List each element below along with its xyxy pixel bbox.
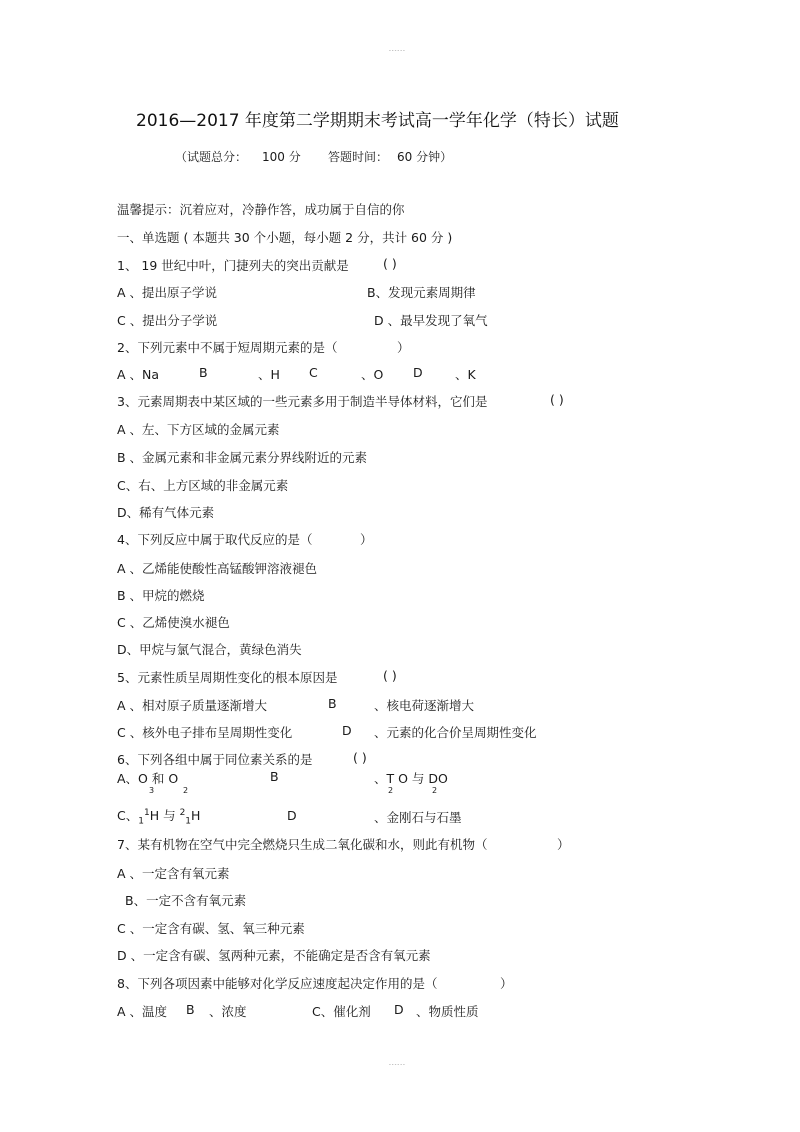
q5-option-d: 、元素的化合价呈周期性变化: [374, 725, 537, 740]
q2-option-b-letter: B: [199, 365, 208, 380]
q6-option-c-hydrogen-2: H: [191, 808, 201, 823]
q3-answer-paren: ( ): [550, 392, 564, 407]
q6-stem: 6、下列各组中属于同位素关系的是: [117, 752, 313, 767]
q7-option-d: D 、一定含有碳、氢两种元素，不能确定是否含有氧元素: [117, 948, 431, 963]
q8-stem: 8、下列各项因素中能够对化学反应速度起决定作用的是（: [117, 976, 438, 991]
total-score-value: 100 分: [262, 150, 301, 164]
q3-option-d: D、稀有气体元素: [117, 505, 215, 520]
q8-option-d-letter: D: [394, 1002, 404, 1017]
q5-option-c: C 、核外电子排布呈周期性变化: [117, 725, 293, 740]
exam-title: 2016—2017 年度第二学期期末考试高一学年化学（特长）试题: [136, 111, 619, 131]
q2-option-d: 、K: [455, 367, 476, 382]
footer-mark: ------: [389, 1062, 406, 1068]
q8-option-b: 、浓度: [209, 1004, 247, 1019]
section-heading: 一、单选题 ( 本题共 30 个小题，每小题 2 分，共计 60 分 ): [117, 230, 453, 245]
q6-option-c: [117, 806, 200, 827]
q4-option-c: C 、乙烯使溴水褪色: [117, 615, 230, 630]
q6-option-b-subscript-1: 2: [388, 786, 394, 795]
q5-option-b-letter: B: [328, 696, 337, 711]
q3-option-b: B 、金属元素和非金属元素分界线附近的元素: [117, 450, 368, 465]
q2-option-b: 、H: [258, 367, 280, 382]
q6-option-d: 、金刚石与石墨: [374, 810, 462, 825]
q2-option-c-letter: C: [309, 365, 318, 380]
q6-option-c-atomic-number-1: 1: [138, 816, 144, 827]
q8-option-c: C、催化剂: [312, 1004, 371, 1019]
q5-option-d-letter: D: [342, 723, 352, 738]
q7-stem: 7、某有机物在空气中完全燃烧只生成二氧化碳和水，则此有机物（: [117, 837, 488, 852]
q5-option-b: 、核电荷逐渐增大: [374, 698, 475, 713]
total-score-label: （试题总分：: [175, 150, 248, 164]
q6-option-c-mass-number-2: 2: [179, 807, 186, 818]
q5-answer-paren: ( ): [383, 668, 397, 683]
q3-option-a: A 、左、下方区域的金属元素: [117, 422, 280, 437]
q7-option-c: C 、一定含有碳、氢、氧三种元素: [117, 921, 305, 936]
q2-answer-paren: ）: [397, 340, 410, 355]
q6-option-a-subscript-2: 2: [183, 786, 189, 795]
q6-option-d-letter: D: [287, 808, 297, 823]
q8-option-d: 、物质性质: [416, 1004, 479, 1019]
q2-option-d-letter: D: [413, 365, 423, 380]
q7-option-b: B、一定不含有氧元素: [125, 893, 247, 908]
q4-stem: 4、下列反应中属于取代反应的是（: [117, 532, 313, 547]
q6-option-c-hydrogen-1: H 与: [149, 808, 180, 823]
q1-option-a: A 、提出原子学说: [117, 285, 218, 300]
q3-option-c: C、右、上方区域的非金属元素: [117, 478, 289, 493]
q5-stem: 5、元素性质呈周期性变化的根本原因是: [117, 670, 338, 685]
q4-answer-paren: ）: [360, 532, 373, 547]
q1-option-d: D 、最早发现了氧气: [374, 313, 488, 328]
q6-option-a-subscript-1: 3: [149, 786, 155, 795]
q6-option-a: A、O 和 O: [117, 771, 179, 786]
time-label: 答题时间：: [328, 150, 389, 164]
q6-option-b-subscript-2: 2: [432, 786, 438, 795]
q1-option-b: B、发现元素周期律: [367, 285, 476, 300]
q2-stem: 2、下列元素中不属于短周期元素的是（: [117, 340, 338, 355]
q7-option-a: A 、一定含有氧元素: [117, 866, 230, 881]
time-value: 60 分钟）: [397, 150, 453, 164]
q6-option-c-mass-number-1: 1: [143, 807, 150, 818]
tip-text: 温馨提示：沉着应对，冷静作答，成功属于自信的你: [117, 202, 405, 217]
q1-answer-paren: ( ): [383, 256, 397, 271]
q6-option-c-prefix: C、: [117, 808, 139, 823]
q1-stem: 1、 19 世纪中叶，门捷列夫的突出贡献是: [117, 258, 349, 273]
q2-option-c: 、O: [361, 367, 384, 382]
q1-option-c: C 、提出分子学说: [117, 313, 218, 328]
q6-option-b: 、T O 与 DO: [374, 771, 448, 786]
q7-answer-paren: ）: [557, 837, 570, 852]
q4-option-d: D、甲烷与氯气混合，黄绿色消失: [117, 642, 302, 657]
header-mark: ------: [389, 48, 406, 54]
q6-option-c-atomic-number-2: 1: [185, 816, 192, 827]
q4-option-a: A 、乙烯能使酸性高锰酸钾溶液褪色: [117, 561, 318, 576]
q3-stem: 3、元素周期表中某区域的一些元素多用于制造半导体材料，它们是: [117, 394, 488, 409]
q6-option-b-letter: B: [270, 769, 279, 784]
q6-answer-paren: ( ): [353, 750, 367, 765]
q2-option-a: A 、Na: [117, 367, 160, 382]
q8-answer-paren: ）: [500, 976, 513, 991]
q5-option-a: A 、相对原子质量逐渐增大: [117, 698, 268, 713]
q4-option-b: B 、甲烷的燃烧: [117, 588, 205, 603]
q8-option-a: A 、温度: [117, 1004, 168, 1019]
q8-option-b-letter: B: [186, 1002, 195, 1017]
